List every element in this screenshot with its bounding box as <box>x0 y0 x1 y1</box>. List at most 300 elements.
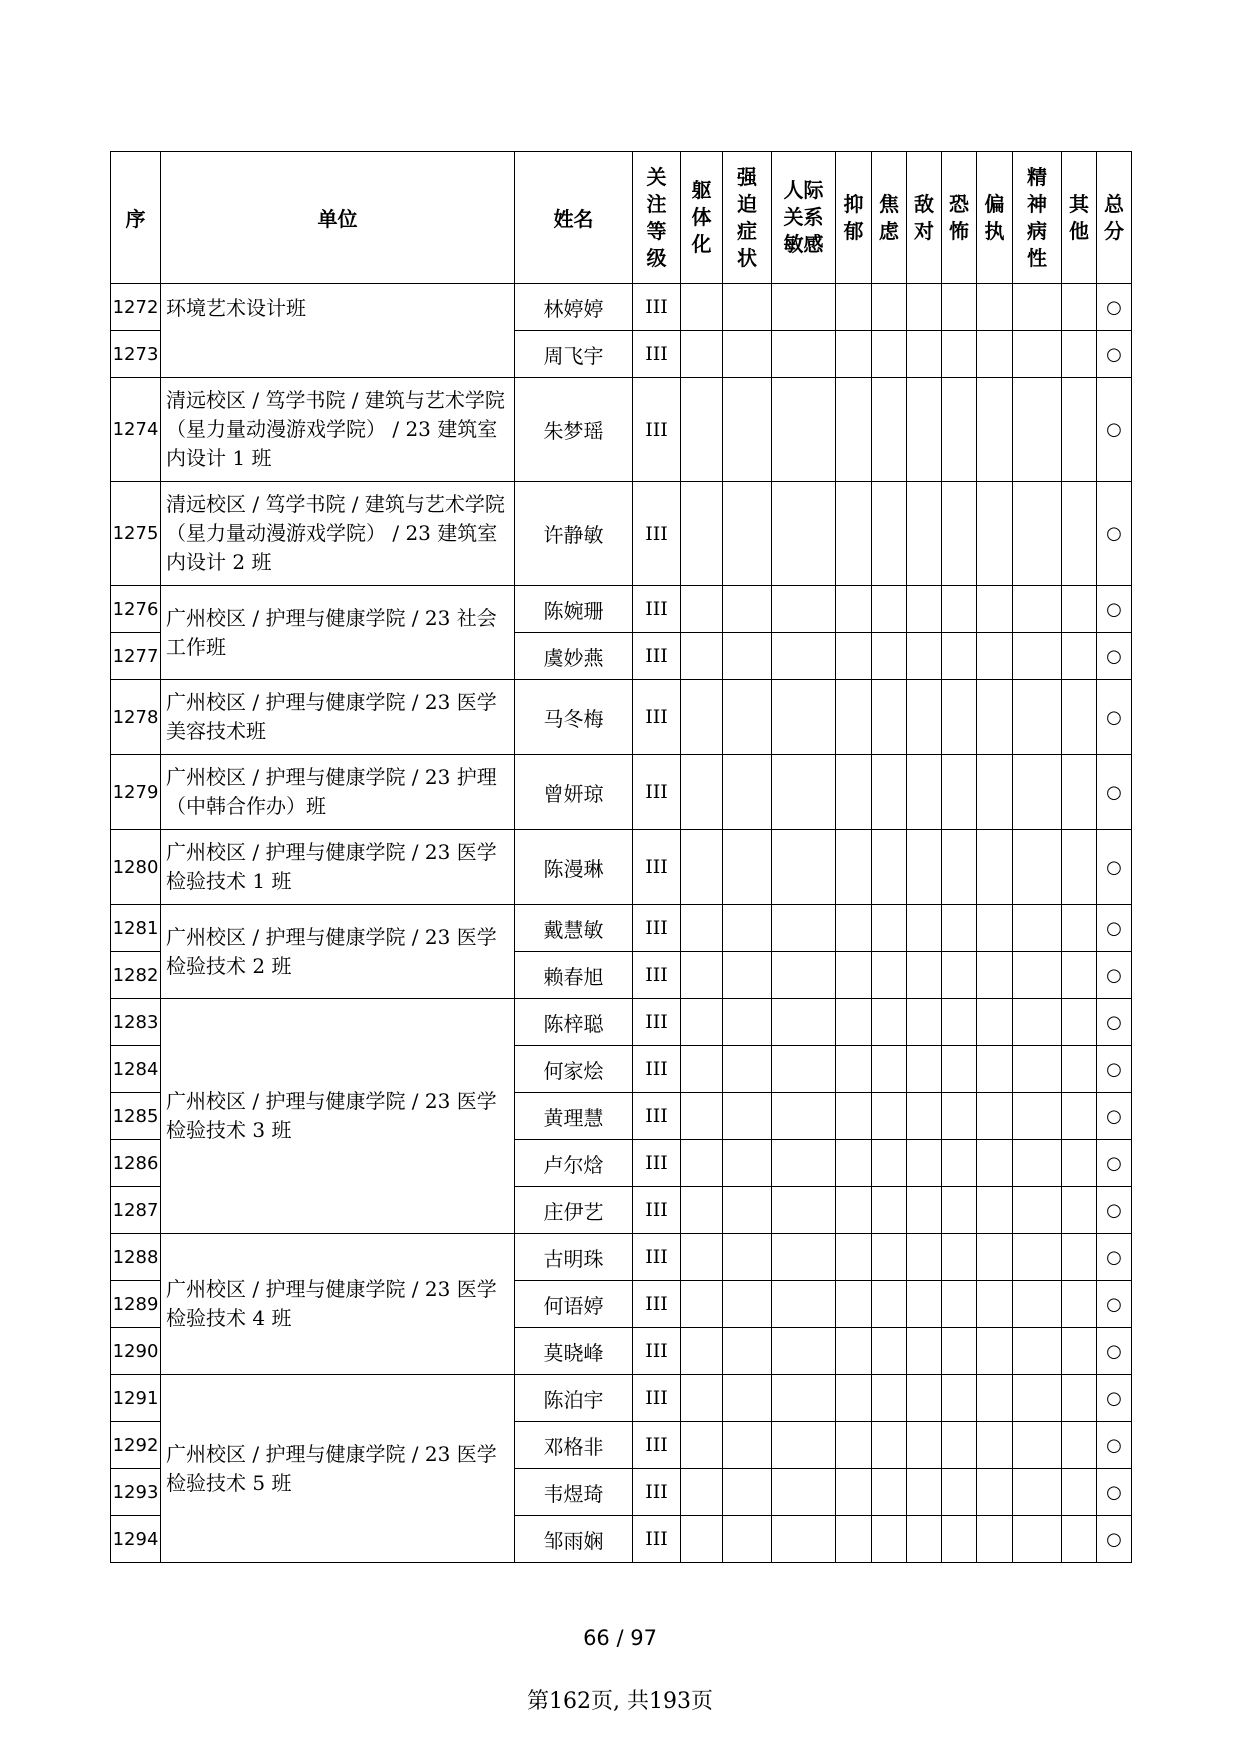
row-score-cell <box>942 1140 977 1187</box>
row-score-cell <box>1062 1422 1097 1469</box>
row-score-cell <box>977 1469 1013 1516</box>
row-score-cell <box>977 952 1013 999</box>
row-score-cell <box>681 830 723 905</box>
row-score-cell <box>872 1234 907 1281</box>
header-psychoticism: 精神病性 <box>1013 152 1062 284</box>
row-score-cell <box>942 633 977 680</box>
row-score-cell <box>942 1516 977 1563</box>
row-score-cell <box>907 952 942 999</box>
row-score-cell <box>836 755 872 830</box>
row-unit: 清远校区 / 笃学书院 / 建筑与艺术学院（星力量动漫游戏学院） / 23 建筑室内设计 1 班 <box>161 378 515 482</box>
row-name: 林婷婷 <box>515 284 633 331</box>
row-level: III <box>633 952 681 999</box>
row-score-cell <box>872 830 907 905</box>
row-score-cell <box>772 1328 836 1375</box>
row-score-cell <box>872 586 907 633</box>
row-score-cell <box>907 378 942 482</box>
row-seq: 1282 <box>111 952 161 999</box>
row-score-cell <box>836 1375 872 1422</box>
header-paranoia: 偏执 <box>977 152 1013 284</box>
row-total: ○ <box>1097 331 1132 378</box>
row-score-cell <box>723 1046 772 1093</box>
row-total: ○ <box>1097 1422 1132 1469</box>
row-level: III <box>633 1469 681 1516</box>
row-score-cell <box>872 1046 907 1093</box>
row-score-cell <box>977 633 1013 680</box>
row-score-cell <box>772 755 836 830</box>
row-score-cell <box>977 378 1013 482</box>
row-seq: 1288 <box>111 1234 161 1281</box>
row-score-cell <box>836 905 872 952</box>
row-level: III <box>633 1234 681 1281</box>
row-score-cell <box>1013 1375 1062 1422</box>
row-score-cell <box>723 1516 772 1563</box>
row-score-cell <box>872 680 907 755</box>
row-score-cell <box>772 1375 836 1422</box>
header-obsessive: 强迫症状 <box>723 152 772 284</box>
row-score-cell <box>907 1234 942 1281</box>
row-score-cell <box>907 482 942 586</box>
row-score-cell <box>723 1187 772 1234</box>
row-score-cell <box>723 1375 772 1422</box>
row-score-cell <box>942 680 977 755</box>
row-score-cell <box>723 482 772 586</box>
row-score-cell <box>1062 1328 1097 1375</box>
row-score-cell <box>681 1046 723 1093</box>
row-unit: 广州校区 / 护理与健康学院 / 23 护理（中韩合作办）班 <box>161 755 515 830</box>
row-score-cell <box>836 680 872 755</box>
table-row <box>111 999 1132 1046</box>
row-total: ○ <box>1097 830 1132 905</box>
row-level: III <box>633 680 681 755</box>
row-total: ○ <box>1097 482 1132 586</box>
row-score-cell <box>772 1516 836 1563</box>
row-score-cell <box>681 633 723 680</box>
row-unit: 广州校区 / 护理与健康学院 / 23 医学检验技术 3 班 <box>161 999 515 1234</box>
row-score-cell <box>942 284 977 331</box>
row-score-cell <box>836 1140 872 1187</box>
row-score-cell <box>723 1328 772 1375</box>
row-score-cell <box>772 331 836 378</box>
row-name: 陈婉珊 <box>515 586 633 633</box>
row-score-cell <box>907 331 942 378</box>
row-score-cell <box>836 1281 872 1328</box>
row-score-cell <box>942 905 977 952</box>
row-score-cell <box>942 1093 977 1140</box>
row-score-cell <box>723 284 772 331</box>
row-score-cell <box>1013 952 1062 999</box>
row-score-cell <box>1062 680 1097 755</box>
row-score-cell <box>723 1469 772 1516</box>
row-score-cell <box>681 1281 723 1328</box>
row-score-cell <box>772 586 836 633</box>
row-score-cell <box>681 680 723 755</box>
row-score-cell <box>872 1469 907 1516</box>
row-score-cell <box>681 482 723 586</box>
row-score-cell <box>1062 284 1097 331</box>
row-score-cell <box>872 633 907 680</box>
row-score-cell <box>723 1093 772 1140</box>
row-score-cell <box>681 378 723 482</box>
row-score-cell <box>681 999 723 1046</box>
row-score-cell <box>977 1281 1013 1328</box>
row-score-cell <box>907 1187 942 1234</box>
row-score-cell <box>1013 1422 1062 1469</box>
row-total: ○ <box>1097 378 1132 482</box>
row-score-cell <box>872 284 907 331</box>
row-score-cell <box>1062 1187 1097 1234</box>
row-score-cell <box>1062 1234 1097 1281</box>
header-interpersonal: 人际关系敏感 <box>772 152 836 284</box>
row-score-cell <box>1013 1516 1062 1563</box>
row-score-cell <box>723 830 772 905</box>
row-score-cell <box>836 1516 872 1563</box>
row-score-cell <box>681 1234 723 1281</box>
row-total: ○ <box>1097 680 1132 755</box>
row-level: III <box>633 1328 681 1375</box>
row-score-cell <box>907 830 942 905</box>
row-level: III <box>633 586 681 633</box>
row-score-cell <box>836 999 872 1046</box>
row-score-cell <box>1062 586 1097 633</box>
row-score-cell <box>1013 830 1062 905</box>
row-level: III <box>633 1375 681 1422</box>
row-score-cell <box>907 1516 942 1563</box>
row-score-cell <box>772 1234 836 1281</box>
row-score-cell <box>942 1234 977 1281</box>
row-score-cell <box>723 999 772 1046</box>
row-score-cell <box>772 1281 836 1328</box>
row-score-cell <box>977 1140 1013 1187</box>
row-score-cell <box>942 1375 977 1422</box>
row-name: 马冬梅 <box>515 680 633 755</box>
row-score-cell <box>836 1187 872 1234</box>
row-score-cell <box>1062 331 1097 378</box>
row-score-cell <box>977 482 1013 586</box>
row-name: 何家烩 <box>515 1046 633 1093</box>
row-total: ○ <box>1097 1140 1132 1187</box>
row-score-cell <box>772 999 836 1046</box>
row-score-cell <box>1013 482 1062 586</box>
row-level: III <box>633 633 681 680</box>
row-score-cell <box>1062 1140 1097 1187</box>
row-score-cell <box>681 331 723 378</box>
row-score-cell <box>1062 1375 1097 1422</box>
row-name: 何语婷 <box>515 1281 633 1328</box>
page-number: 66 / 97 <box>583 1626 657 1650</box>
row-score-cell <box>681 1093 723 1140</box>
row-score-cell <box>681 586 723 633</box>
row-score-cell <box>872 1187 907 1234</box>
row-score-cell <box>942 378 977 482</box>
row-score-cell <box>723 1140 772 1187</box>
row-score-cell <box>907 1375 942 1422</box>
row-name: 卢尔焓 <box>515 1140 633 1187</box>
row-score-cell <box>681 1140 723 1187</box>
row-score-cell <box>1062 1516 1097 1563</box>
row-score-cell <box>942 1187 977 1234</box>
row-score-cell <box>977 1516 1013 1563</box>
row-name: 许静敏 <box>515 482 633 586</box>
row-total: ○ <box>1097 586 1132 633</box>
row-name: 虞妙燕 <box>515 633 633 680</box>
row-score-cell <box>977 1234 1013 1281</box>
row-score-cell <box>872 482 907 586</box>
row-score-cell <box>836 378 872 482</box>
row-level: III <box>633 905 681 952</box>
row-score-cell <box>723 680 772 755</box>
row-score-cell <box>772 1469 836 1516</box>
row-score-cell <box>872 1328 907 1375</box>
row-total: ○ <box>1097 1516 1132 1563</box>
table-row <box>111 284 1132 331</box>
row-score-cell <box>907 633 942 680</box>
row-score-cell <box>1013 378 1062 482</box>
row-score-cell <box>723 1281 772 1328</box>
row-unit: 环境艺术设计班 <box>161 284 515 378</box>
row-name: 陈梓聪 <box>515 999 633 1046</box>
row-score-cell <box>942 830 977 905</box>
row-name: 古明珠 <box>515 1234 633 1281</box>
row-score-cell <box>872 1281 907 1328</box>
row-seq: 1279 <box>111 755 161 830</box>
row-total: ○ <box>1097 1187 1132 1234</box>
row-level: III <box>633 999 681 1046</box>
row-score-cell <box>942 1422 977 1469</box>
row-score-cell <box>977 830 1013 905</box>
row-score-cell <box>723 633 772 680</box>
row-score-cell <box>1013 1046 1062 1093</box>
header-depression: 抑郁 <box>836 152 872 284</box>
row-score-cell <box>872 1140 907 1187</box>
row-score-cell <box>723 905 772 952</box>
row-score-cell <box>977 331 1013 378</box>
row-score-cell <box>942 999 977 1046</box>
row-score-cell <box>907 1469 942 1516</box>
table-row <box>111 830 1132 905</box>
row-score-cell <box>942 482 977 586</box>
row-score-cell <box>836 284 872 331</box>
results-table <box>110 151 1132 1563</box>
row-score-cell <box>772 378 836 482</box>
row-score-cell <box>836 331 872 378</box>
row-score-cell <box>772 1187 836 1234</box>
row-score-cell <box>772 633 836 680</box>
row-seq: 1294 <box>111 1516 161 1563</box>
header-level: 关注等级 <box>633 152 681 284</box>
row-score-cell <box>942 755 977 830</box>
row-score-cell <box>681 1469 723 1516</box>
row-score-cell <box>872 331 907 378</box>
row-unit: 广州校区 / 护理与健康学院 / 23 医学检验技术 5 班 <box>161 1375 515 1563</box>
header-hostility: 敌对 <box>907 152 942 284</box>
row-score-cell <box>977 1375 1013 1422</box>
row-seq: 1293 <box>111 1469 161 1516</box>
row-score-cell <box>1062 830 1097 905</box>
row-level: III <box>633 1516 681 1563</box>
row-level: III <box>633 331 681 378</box>
row-score-cell <box>907 1422 942 1469</box>
row-score-cell <box>942 331 977 378</box>
row-score-cell <box>907 586 942 633</box>
row-score-cell <box>977 755 1013 830</box>
row-name: 戴慧敏 <box>515 905 633 952</box>
row-score-cell <box>942 1046 977 1093</box>
row-seq: 1290 <box>111 1328 161 1375</box>
row-score-cell <box>772 905 836 952</box>
row-score-cell <box>1062 1093 1097 1140</box>
row-score-cell <box>772 680 836 755</box>
row-score-cell <box>907 1140 942 1187</box>
row-score-cell <box>907 999 942 1046</box>
row-level: III <box>633 755 681 830</box>
row-score-cell <box>942 586 977 633</box>
table-row <box>111 586 1132 633</box>
row-total: ○ <box>1097 1046 1132 1093</box>
row-score-cell <box>681 905 723 952</box>
table-row <box>111 680 1132 755</box>
row-score-cell <box>1062 952 1097 999</box>
row-total: ○ <box>1097 1328 1132 1375</box>
row-seq: 1284 <box>111 1046 161 1093</box>
row-score-cell <box>1062 1046 1097 1093</box>
row-score-cell <box>836 952 872 999</box>
row-seq: 1281 <box>111 905 161 952</box>
table-row <box>111 1375 1132 1422</box>
row-level: III <box>633 1281 681 1328</box>
row-name: 赖春旭 <box>515 952 633 999</box>
row-score-cell <box>772 482 836 586</box>
row-score-cell <box>1013 1281 1062 1328</box>
row-score-cell <box>772 1422 836 1469</box>
row-score-cell <box>977 284 1013 331</box>
row-score-cell <box>977 999 1013 1046</box>
row-seq: 1286 <box>111 1140 161 1187</box>
row-score-cell <box>1062 1469 1097 1516</box>
row-score-cell <box>872 1375 907 1422</box>
table-row <box>111 482 1132 586</box>
row-score-cell <box>1062 1281 1097 1328</box>
row-score-cell <box>681 284 723 331</box>
row-seq: 1274 <box>111 378 161 482</box>
row-score-cell <box>1013 999 1062 1046</box>
row-name: 曾妍琼 <box>515 755 633 830</box>
row-level: III <box>633 1187 681 1234</box>
row-total: ○ <box>1097 633 1132 680</box>
header-somatization: 躯体化 <box>681 152 723 284</box>
row-name: 庄伊艺 <box>515 1187 633 1234</box>
row-score-cell <box>836 1093 872 1140</box>
row-score-cell <box>723 586 772 633</box>
row-score-cell <box>836 1046 872 1093</box>
row-level: III <box>633 1046 681 1093</box>
row-score-cell <box>977 680 1013 755</box>
row-level: III <box>633 1140 681 1187</box>
row-score-cell <box>1013 680 1062 755</box>
total-pages: 第162页, 共193页 <box>527 1689 713 1714</box>
row-score-cell <box>942 1328 977 1375</box>
row-seq: 1277 <box>111 633 161 680</box>
row-score-cell <box>907 1281 942 1328</box>
row-level: III <box>633 830 681 905</box>
row-score-cell <box>772 952 836 999</box>
row-score-cell <box>872 755 907 830</box>
row-seq: 1280 <box>111 830 161 905</box>
row-score-cell <box>681 1187 723 1234</box>
row-score-cell <box>723 952 772 999</box>
row-level: III <box>633 378 681 482</box>
row-name: 韦煜琦 <box>515 1469 633 1516</box>
row-name: 陈漫琳 <box>515 830 633 905</box>
row-score-cell <box>1013 633 1062 680</box>
row-score-cell <box>977 1187 1013 1234</box>
row-unit: 广州校区 / 护理与健康学院 / 23 社会工作班 <box>161 586 515 680</box>
row-score-cell <box>907 1093 942 1140</box>
row-score-cell <box>1013 331 1062 378</box>
row-score-cell <box>836 482 872 586</box>
row-seq: 1292 <box>111 1422 161 1469</box>
row-score-cell <box>907 284 942 331</box>
row-level: III <box>633 1093 681 1140</box>
row-name: 莫晓峰 <box>515 1328 633 1375</box>
row-total: ○ <box>1097 999 1132 1046</box>
table-row <box>111 1234 1132 1281</box>
row-name: 朱梦瑶 <box>515 378 633 482</box>
row-score-cell <box>723 378 772 482</box>
row-seq: 1289 <box>111 1281 161 1328</box>
row-level: III <box>633 482 681 586</box>
row-unit: 广州校区 / 护理与健康学院 / 23 医学美容技术班 <box>161 680 515 755</box>
row-score-cell <box>1013 1093 1062 1140</box>
row-score-cell <box>907 755 942 830</box>
header-seq: 序 <box>111 152 161 284</box>
row-name: 邹雨娴 <box>515 1516 633 1563</box>
row-score-cell <box>723 331 772 378</box>
row-score-cell <box>907 905 942 952</box>
row-unit: 广州校区 / 护理与健康学院 / 23 医学检验技术 1 班 <box>161 830 515 905</box>
row-score-cell <box>772 284 836 331</box>
row-score-cell <box>872 1516 907 1563</box>
row-score-cell <box>872 999 907 1046</box>
row-seq: 1287 <box>111 1187 161 1234</box>
row-score-cell <box>836 1328 872 1375</box>
row-seq: 1283 <box>111 999 161 1046</box>
row-name: 邓格非 <box>515 1422 633 1469</box>
row-total: ○ <box>1097 952 1132 999</box>
row-total: ○ <box>1097 1469 1132 1516</box>
row-score-cell <box>907 1046 942 1093</box>
row-level: III <box>633 284 681 331</box>
row-score-cell <box>872 952 907 999</box>
row-score-cell <box>1062 378 1097 482</box>
row-score-cell <box>1013 1469 1062 1516</box>
row-score-cell <box>977 1046 1013 1093</box>
row-unit: 清远校区 / 笃学书院 / 建筑与艺术学院（星力量动漫游戏学院） / 23 建筑室内设计 2 班 <box>161 482 515 586</box>
row-seq: 1276 <box>111 586 161 633</box>
row-score-cell <box>1062 905 1097 952</box>
row-score-cell <box>872 905 907 952</box>
row-score-cell <box>977 905 1013 952</box>
row-seq: 1278 <box>111 680 161 755</box>
row-score-cell <box>723 1234 772 1281</box>
row-score-cell <box>907 1328 942 1375</box>
header-total: 总分 <box>1097 152 1132 284</box>
row-level: III <box>633 1422 681 1469</box>
row-score-cell <box>977 586 1013 633</box>
row-score-cell <box>836 586 872 633</box>
row-seq: 1291 <box>111 1375 161 1422</box>
header-unit: 单位 <box>161 152 515 284</box>
